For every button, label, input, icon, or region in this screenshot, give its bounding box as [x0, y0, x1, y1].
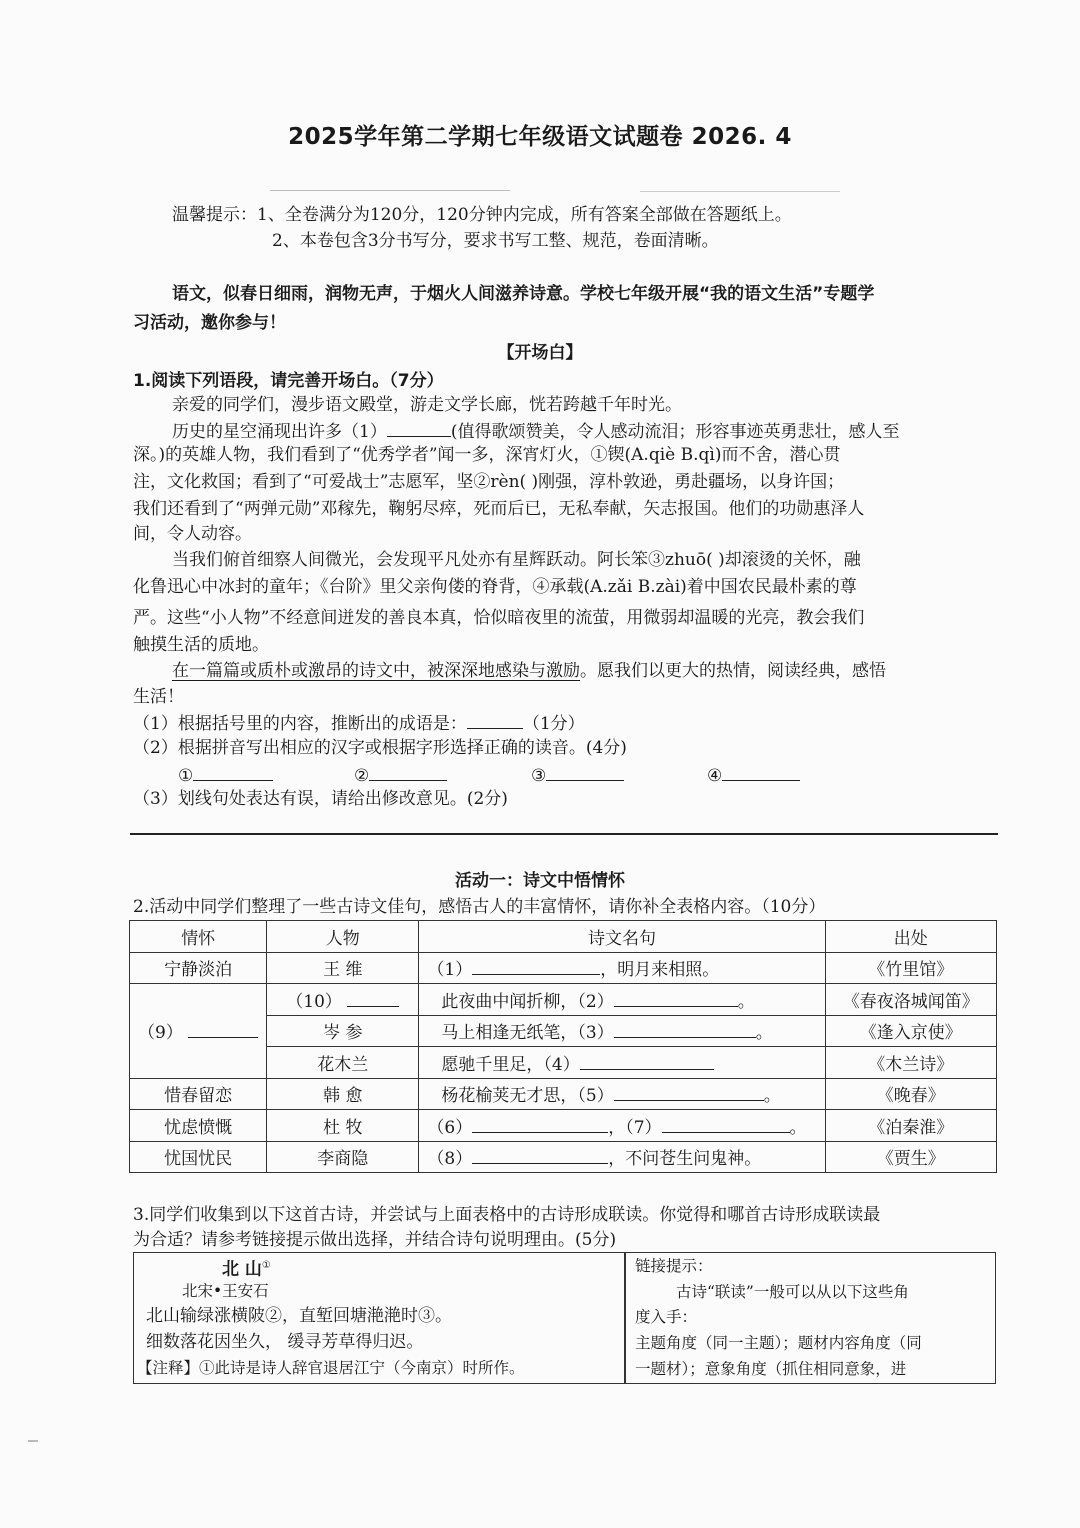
verse-text: （1） [427, 960, 473, 981]
subquestion-2: （2）根据拼音写出相应的汉字或根据字形选择正确的读音。(4分) [133, 738, 627, 758]
verse-text: 。 [763, 1086, 781, 1107]
header-cell: 情怀 [130, 921, 267, 953]
subquestion-score: （1分） [522, 714, 585, 734]
answer-blank [472, 1145, 608, 1164]
verse-text: 此夜曲中闻折柳，（2） [441, 991, 614, 1012]
question-1-title: 1.阅读下列语段，请完善开场白。（7分） [133, 371, 444, 391]
verse-text: 。 [737, 991, 755, 1012]
slot-number: ① [178, 766, 194, 786]
source-cell: 《晚春》 [825, 1078, 996, 1110]
slot-number: ② [354, 766, 370, 786]
hint-line: 一题材）；意象角度（抓住相同意象，进 [635, 1360, 907, 1378]
source-cell: 《贾生》 [825, 1141, 996, 1173]
person-number: （10） [286, 991, 342, 1012]
verse-text: 杨花榆荚无才思，（5） [441, 1086, 614, 1107]
subquestion-1 [133, 710, 585, 736]
passage-text: 。愿我们以更大的热情，阅读经典，感悟 [580, 661, 886, 681]
table-row [130, 952, 997, 984]
poem-footnote-mark: ① [261, 1260, 271, 1271]
source-cell: 《泊秦淮》 [825, 1110, 996, 1142]
passage-text: (值得歌颂赞美，令人感动流泪；形容事迹英勇悲壮，感人至 [450, 422, 900, 442]
mood-cell: 宁静淡泊 [130, 952, 267, 984]
section-heading-opening: 【开场白】 [497, 343, 583, 363]
source-cell: 《竹里馆》 [825, 952, 996, 984]
passage-line: 我们还看到了“两弹元勋”邓稼先，鞠躬尽瘁，死而后已，无私奉献，矢志报国。他们的功勋惠泽人 [133, 499, 865, 519]
subquestion-3: （3）划线句处表达有误，请给出修改意见。(2分) [133, 789, 508, 809]
person-cell: 韩 愈 [267, 1078, 419, 1110]
verse-text: （6） [427, 1117, 473, 1138]
mood-number: （9） [138, 1023, 183, 1044]
verse-cell [419, 952, 825, 984]
box-divider [624, 1252, 626, 1384]
table-row [130, 1141, 997, 1173]
intro-line-1: 语文，似春日细雨，润物无声，于烟火人间滋养诗意。学校七年级开展“我的语文生活”专题学 [172, 284, 875, 304]
source-cell: 《春夜洛城闻笛》 [825, 984, 996, 1016]
verse-text: ，明月来相照。 [600, 960, 720, 981]
poem-table [129, 920, 997, 1173]
source-cell: 《逢入京使》 [825, 1015, 996, 1047]
question-3-line-1: 3.同学们收集到以下这首古诗，并尝试与上面表格中的古诗形成联读。你觉得和哪首古诗形成联读最 [133, 1205, 881, 1225]
mood-cell: 忧虑愤慨 [130, 1110, 267, 1142]
passage-line [172, 418, 899, 444]
person-cell: 花木兰 [267, 1047, 419, 1079]
verse-text: （8） [427, 1149, 473, 1170]
answer-slot-3 [531, 762, 624, 788]
passage-line: 严。这些“小人物”不经意间迸发的善良本真，恰似暗夜里的流萤，用微弱却温暖的光亮，教会我们 [133, 608, 865, 628]
poem-note: 【注释】①此诗是诗人辞官退居江宁（今南京）时所作。 [137, 1359, 525, 1377]
verse-cell [419, 984, 825, 1016]
answer-slot-2 [354, 762, 447, 788]
answer-slot-1 [178, 762, 273, 788]
passage-line: 当我们俯首细察人间微光，会发现平凡处亦有星辉跃动。阿长笨③zhuō( )却滚烫的关怀，融 [172, 550, 861, 570]
table-header-row [130, 921, 997, 953]
source-cell: 《木兰诗》 [825, 1047, 996, 1079]
verse-cell [419, 1047, 825, 1079]
faint-rule [640, 191, 840, 192]
poem-verse: 北山输绿涨横陂②，直堑回塘滟滟时③。 [146, 1306, 452, 1326]
answer-blank [580, 1051, 714, 1070]
mood-cell: 惜春留恋 [130, 1078, 267, 1110]
poem-author: 北宋•王安石 [182, 1282, 269, 1300]
passage-line: 触摸生活的质地。 [133, 635, 269, 655]
answer-blank [614, 988, 738, 1007]
passage-line: 生活！ [133, 687, 184, 707]
faint-rule [270, 190, 510, 191]
activity-1-heading: 活动一：诗文中悟情怀 [455, 871, 625, 891]
verse-text: 。 [755, 1023, 773, 1044]
header-cell: 人物 [267, 921, 419, 953]
exam-title: 2025学年第二学期七年级语文试题卷 2026. 4 [288, 124, 792, 150]
notice-text-1: 1、全卷满分为120分，120分钟内完成，所有答案全部做在答题纸上。 [257, 205, 792, 225]
answer-slot-4 [707, 762, 800, 788]
table-row [130, 984, 997, 1016]
hint-line: 古诗“联读”一般可以从以下这些角 [676, 1283, 909, 1301]
section-divider [130, 833, 998, 835]
verse-cell [419, 1110, 825, 1142]
slot-number: ④ [707, 766, 723, 786]
question-3-line-2: 为合适？请参考链接提示做出选择，并结合诗句说明理由。(5分) [133, 1230, 617, 1250]
table-row [130, 1110, 997, 1142]
answer-blank [614, 1082, 764, 1101]
answer-blank [347, 988, 399, 1007]
person-cell: 王 维 [267, 952, 419, 984]
notice-line-1 [172, 203, 792, 227]
answer-blank [369, 762, 447, 781]
person-cell: 李商隐 [267, 1141, 419, 1173]
slot-number: ③ [531, 766, 547, 786]
verse-text: 马上相逢无纸笔，（3） [441, 1023, 614, 1044]
subquestion-text: （1）根据括号里的内容，推断出的成语是： [133, 714, 467, 734]
header-cell: 诗文名句 [419, 921, 825, 953]
passage-line: 注，文化救国；看到了“可爱战士”志愿军，坚②rèn( )刚强，淳朴敦逊，勇赴疆场，以身许国； [133, 472, 845, 492]
notice-line-2: 2、本卷包含3分书写分，要求书写工整、规范，卷面清晰。 [272, 231, 719, 251]
underlined-sentence: 在一篇篇或质朴或激昂的诗文中，被深深地感染与激励 [172, 661, 580, 681]
hint-label: 链接提示： [635, 1257, 713, 1275]
answer-blank [546, 762, 624, 781]
idiom-blank [387, 418, 451, 437]
poem-title-text: 北 山 [222, 1259, 262, 1280]
answer-blank [467, 710, 523, 729]
passage-line: 深。)的英雄人物，我们看到了“优秀学者”闻一多，深宵灯火，①锲(A.qiè B.qì)而不舍，潜心贯 [133, 445, 841, 465]
passage-text: 历史的星空涌现出许多（1） [172, 422, 387, 442]
answer-blank [188, 1019, 258, 1038]
verse-text: 愿驰千里足，（4） [441, 1054, 580, 1075]
mood-cell [130, 984, 267, 1079]
verse-cell [419, 1015, 825, 1047]
notice-label: 温馨提示： [172, 205, 257, 225]
question-2-title: 2.活动中同学们整理了一些古诗文佳句，感悟古人的丰富情怀，请你补全表格内容。（10分） [133, 897, 826, 917]
table-row [130, 1078, 997, 1110]
answer-blank [472, 956, 600, 975]
answer-blank [193, 762, 273, 781]
person-cell: 杜 牧 [267, 1110, 419, 1142]
person-cell [267, 984, 419, 1016]
verse-text: 。 [789, 1117, 807, 1138]
header-cell: 出处 [825, 921, 996, 953]
intro-line-2: 习活动，邀你参与！ [133, 313, 286, 333]
mood-cell: 忧国忧民 [130, 1141, 267, 1173]
answer-blank [472, 1114, 608, 1133]
passage-line: 亲爱的同学们，漫步语文殿堂，游走文学长廊，恍若跨越千年时光。 [172, 395, 682, 415]
poem-verse: 细数落花因坐久， 缓寻芳草得归迟。 [146, 1332, 424, 1352]
passage-line [172, 659, 886, 683]
answer-blank [722, 762, 800, 781]
scan-mark [28, 1440, 38, 1442]
hint-line: 主题角度（同一主题）；题材内容角度（同 [635, 1334, 922, 1352]
answer-blank [614, 1019, 756, 1038]
passage-line: 化鲁迅心中冰封的童年；《台阶》里父亲佝偻的脊背，④承载(A.zǎi B.zài)着中国农民最朴素的尊 [133, 577, 857, 597]
verse-cell [419, 1141, 825, 1173]
verse-cell [419, 1078, 825, 1110]
verse-text: ，（7） [608, 1117, 662, 1138]
person-cell: 岑 参 [267, 1015, 419, 1047]
hint-line: 度入手： [635, 1308, 698, 1326]
poem-title [222, 1254, 271, 1282]
answer-blank [662, 1114, 790, 1133]
verse-text: ，不问苍生问鬼神。 [608, 1149, 762, 1170]
passage-line: 间，令人动容。 [133, 524, 252, 544]
